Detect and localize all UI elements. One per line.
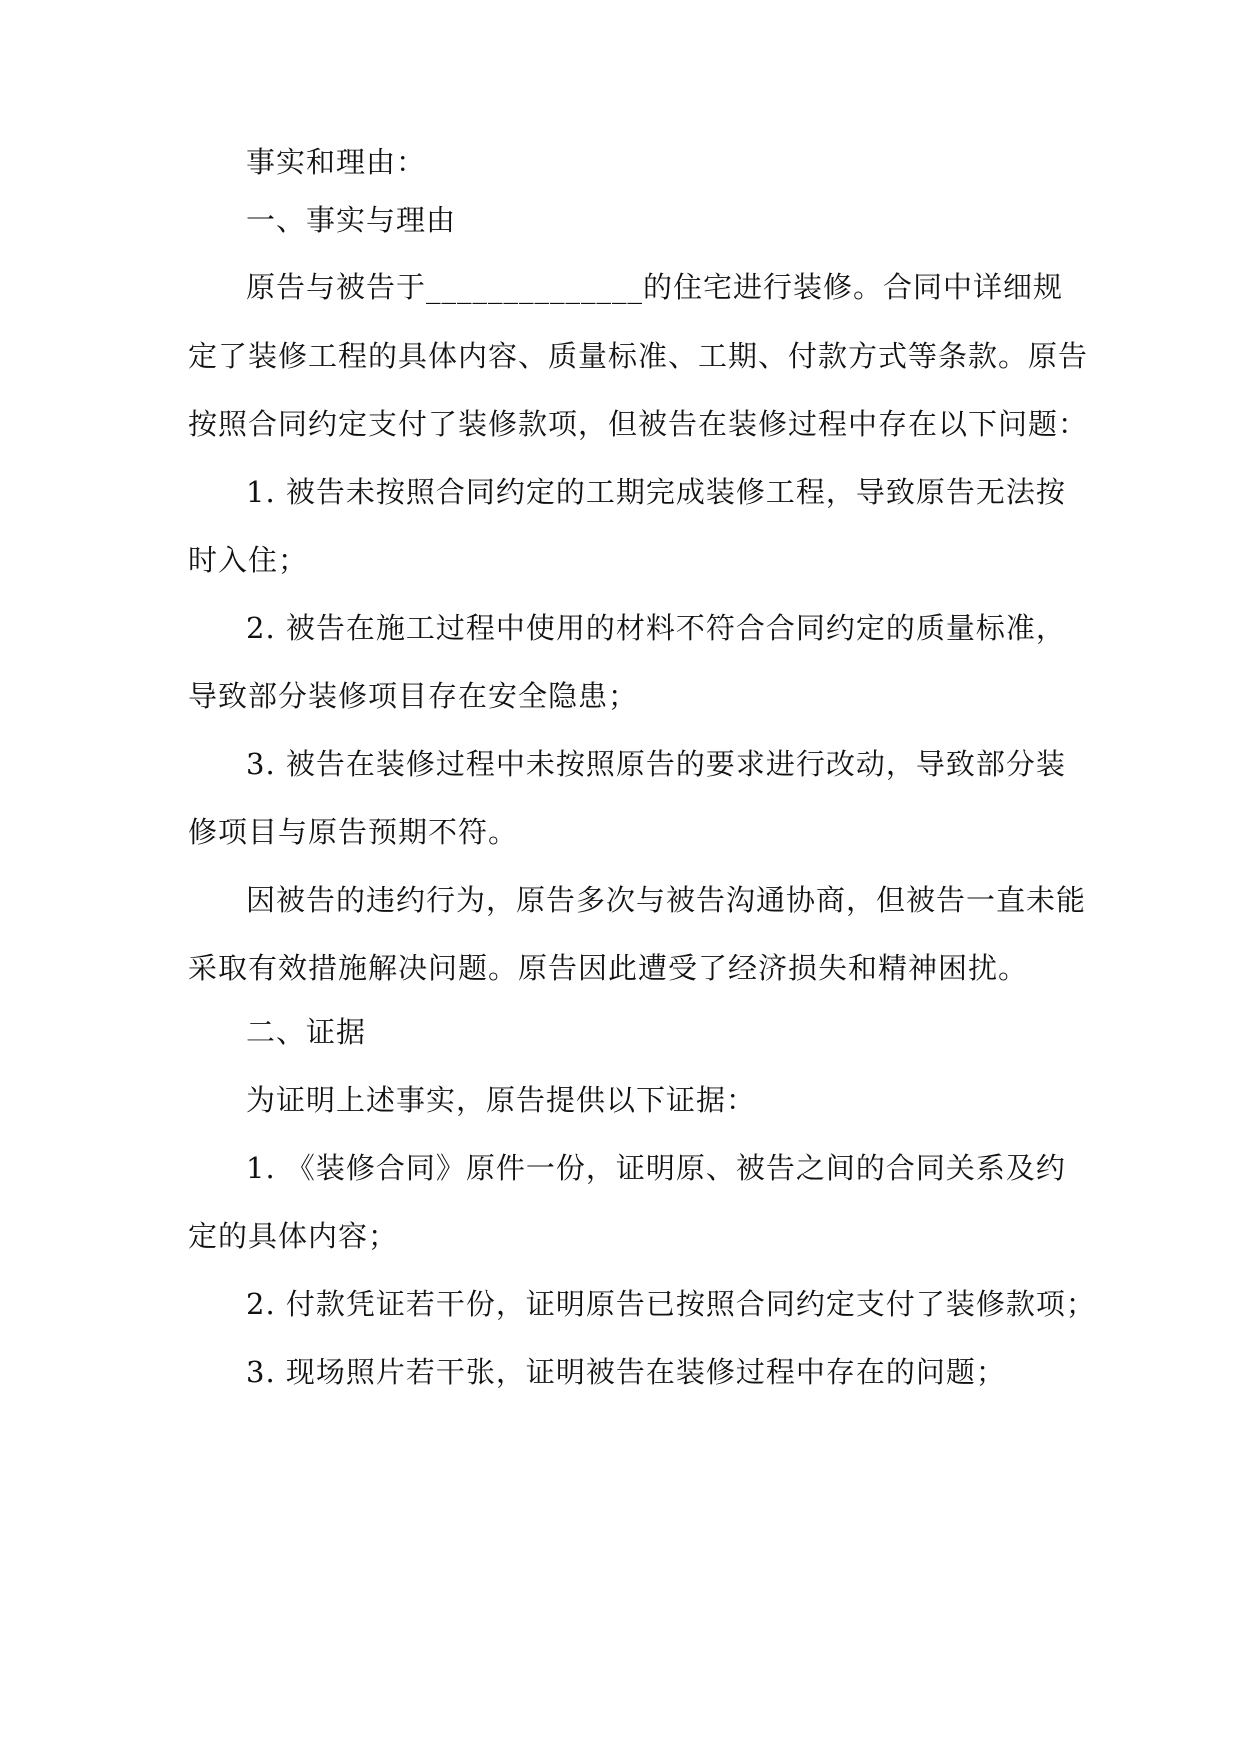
paragraph-line: 采取有效措施解决问题。原告因此遭受了经济损失和精神困扰。: [188, 951, 1029, 985]
evidence-item-line: 定的具体内容；: [188, 1219, 399, 1253]
paragraph-line: 因被告的违约行为，原告多次与被告沟通协商，但被告一直未能: [246, 883, 1087, 917]
list-item-line: 2. 被告在施工过程中使用的材料不符合合同约定的质量标准，: [246, 611, 1066, 645]
evidence-item-line: 3. 现场照片若干张，证明被告在装修过程中存在的问题；: [246, 1355, 1006, 1389]
list-item-line: 修项目与原告预期不符。: [188, 815, 519, 849]
list-item-line: 1. 被告未按照合同约定的工期完成装修工程，导致原告无法按: [246, 475, 1066, 509]
evidence-item-line: 2. 付款凭证若干份，证明原告已按照合同约定支付了装修款项；: [246, 1287, 1096, 1321]
paragraph-line: 为证明上述事实，原告提供以下证据：: [246, 1083, 757, 1117]
list-item-line: 时入住；: [188, 543, 309, 577]
list-item-line: 导致部分装修项目存在安全隐患；: [188, 679, 639, 713]
evidence-item-line: 1. 《装修合同》原件一份，证明原、被告之间的合同关系及约: [246, 1151, 1066, 1185]
list-item-line: 3. 被告在装修过程中未按照原告的要求进行改动，导致部分装: [246, 747, 1066, 781]
paragraph-line: 按照合同约定支付了装修款项，但被告在装修过程中存在以下问题：: [188, 407, 1089, 441]
paragraph-line: 定了装修工程的具体内容、质量标准、工期、付款方式等条款。原告: [188, 339, 1089, 373]
paragraph-line: 原告与被告于______________的住宅进行装修。合同中详细规: [246, 270, 1064, 304]
facts-reasons-heading: 事实和理由：: [246, 145, 427, 179]
section-heading-facts: 一、事实与理由: [246, 203, 457, 237]
section-heading-evidence: 二、证据: [246, 1015, 367, 1049]
